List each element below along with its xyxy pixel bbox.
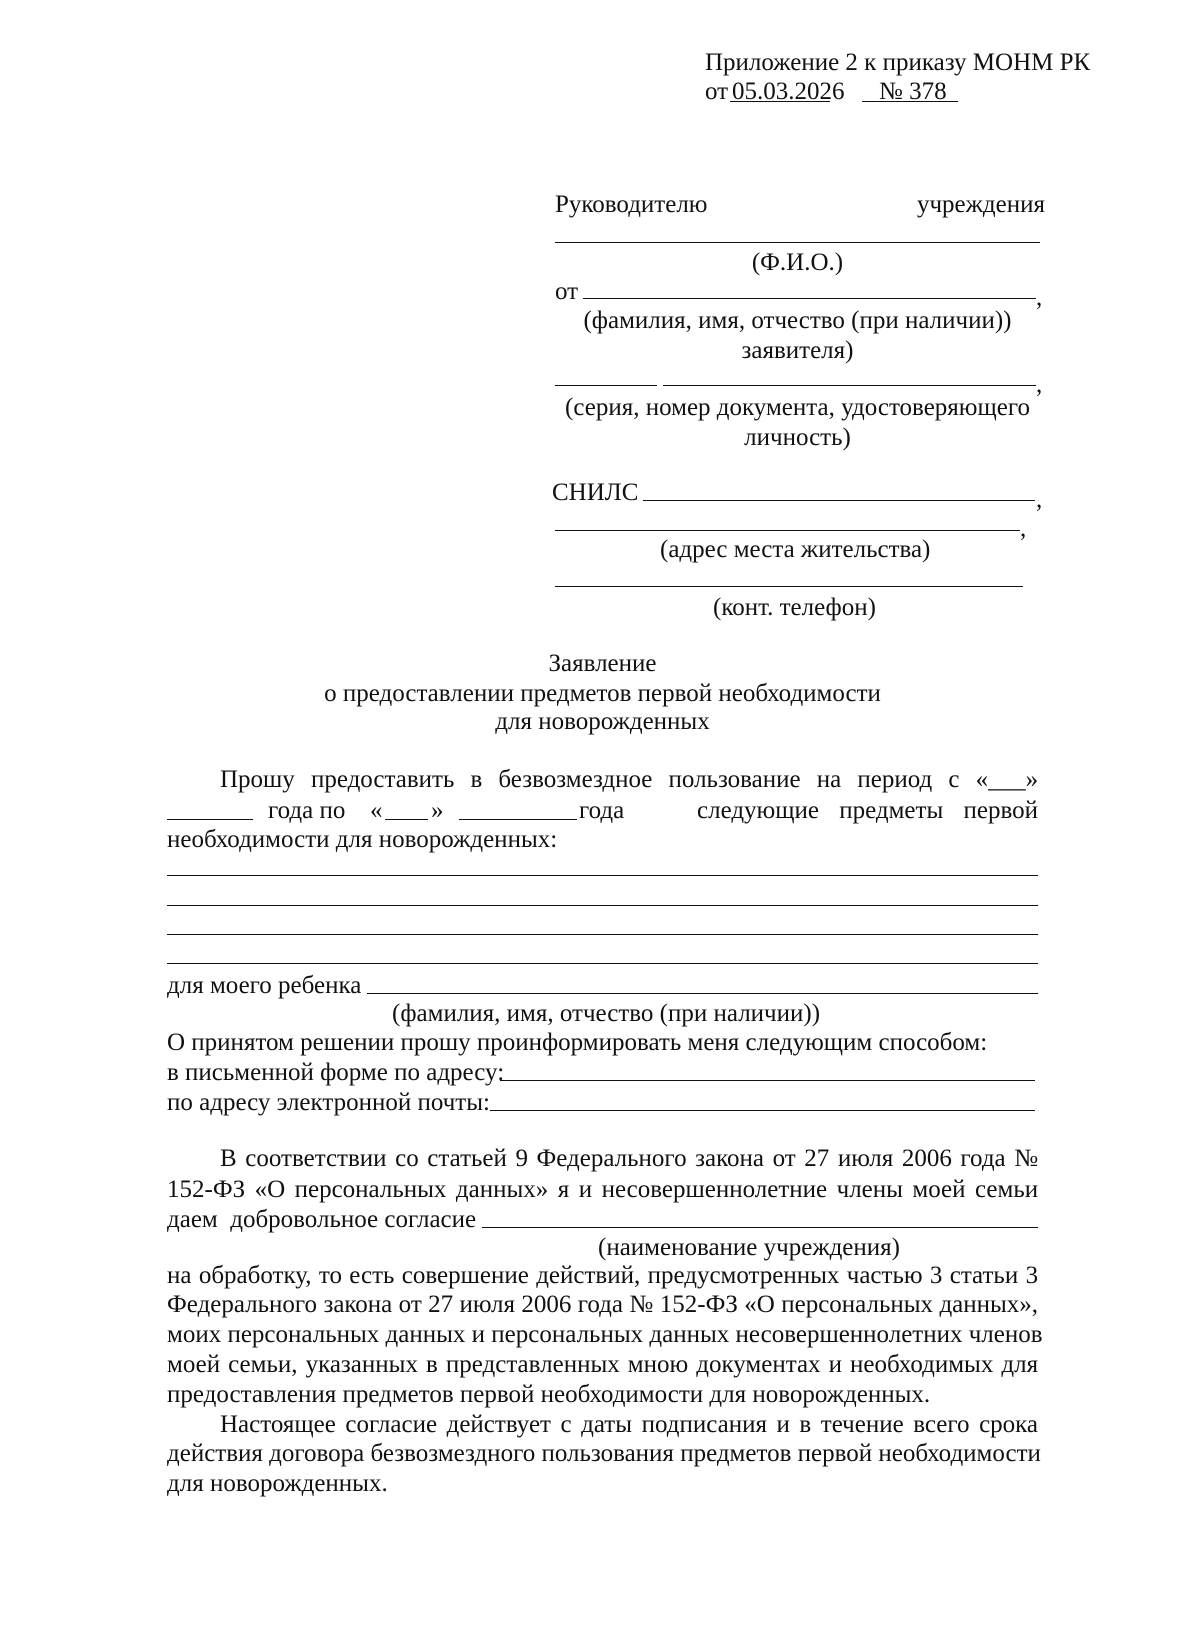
consent-line-2 bbox=[167, 1177, 1038, 1202]
word: действий, bbox=[536, 1262, 641, 1289]
document-title: Заявление bbox=[548, 650, 657, 677]
word: 152-ФЗ bbox=[167, 1176, 246, 1203]
written-form-label: в письменной форме по адресу: bbox=[167, 1059, 505, 1086]
start-year-field[interactable] bbox=[167, 819, 253, 820]
order-date: 05.03.2026 bbox=[732, 78, 845, 105]
following-items-label bbox=[697, 798, 1038, 823]
word: моих bbox=[167, 1321, 222, 1348]
id-series-field[interactable] bbox=[555, 385, 657, 386]
consent-paragraph-line-2 bbox=[167, 1292, 1038, 1317]
word: и bbox=[578, 1176, 593, 1203]
word: первой bbox=[963, 797, 1039, 824]
request-line-1 bbox=[220, 767, 1038, 792]
word: со bbox=[395, 1145, 419, 1172]
word: закона bbox=[323, 1291, 393, 1318]
document-subtitle-2: для новорожденных bbox=[495, 708, 710, 735]
word: членов bbox=[968, 1321, 1043, 1348]
word: данных bbox=[649, 1321, 730, 1348]
word: В bbox=[220, 1145, 237, 1172]
phone-field[interactable] bbox=[555, 586, 1023, 587]
word: следующие bbox=[697, 797, 819, 824]
word: 152-ФЗ bbox=[659, 1291, 738, 1318]
word: июля bbox=[837, 1145, 894, 1172]
head-name-field[interactable] bbox=[555, 242, 1040, 243]
word: действия bbox=[167, 1440, 263, 1467]
word: документах bbox=[696, 1351, 821, 1378]
word: обработку, bbox=[198, 1262, 312, 1289]
comma: , bbox=[1036, 486, 1043, 513]
word: Федерального bbox=[167, 1291, 318, 1318]
word: мною bbox=[627, 1351, 689, 1378]
end-day-field[interactable] bbox=[385, 819, 428, 820]
word: течение bbox=[820, 1411, 904, 1438]
institution-name-field[interactable] bbox=[482, 1227, 1038, 1228]
word: «___» bbox=[975, 766, 1039, 793]
consent-line-1 bbox=[220, 1146, 1038, 1171]
written-address-field[interactable] bbox=[500, 1080, 1035, 1081]
word: Прошу bbox=[220, 766, 295, 793]
comma: , bbox=[1036, 371, 1043, 398]
word: в bbox=[470, 766, 483, 793]
end-month-field[interactable] bbox=[459, 819, 577, 820]
word: Федерального bbox=[536, 1145, 687, 1172]
word: с bbox=[560, 1411, 572, 1438]
comma: , bbox=[1036, 284, 1043, 311]
word: договора bbox=[269, 1440, 365, 1467]
word: представленных bbox=[445, 1351, 620, 1378]
word: и bbox=[828, 1351, 842, 1378]
applicant-caption: (фамилия, имя, отчество (при наличии)) bbox=[583, 307, 1012, 334]
id-document-caption-2: личность) bbox=[744, 424, 851, 451]
address-field[interactable] bbox=[555, 530, 1020, 531]
word: закона bbox=[695, 1145, 764, 1172]
child-label: для моего ребенка bbox=[167, 972, 362, 999]
from-label: от bbox=[555, 278, 579, 305]
word: на bbox=[816, 766, 842, 793]
document-subtitle: о предоставлении предметов первой необходимости bbox=[324, 680, 881, 707]
word: всего bbox=[913, 1411, 970, 1438]
word: предусмотренных bbox=[647, 1262, 840, 1289]
word: согласие bbox=[345, 1411, 438, 1438]
word: 2006 bbox=[521, 1291, 572, 1318]
applicant-name-field[interactable] bbox=[583, 298, 1036, 299]
consent-line-3: даем добровольное согласие bbox=[167, 1206, 477, 1233]
word: я bbox=[557, 1176, 570, 1203]
word: действует bbox=[446, 1411, 551, 1438]
word: года bbox=[960, 1145, 1006, 1172]
consent-paragraph-line-5: предоставления предметов первой необходимости для новорожденных. bbox=[167, 1381, 931, 1408]
comma: , bbox=[1020, 515, 1027, 542]
word: 3 bbox=[1025, 1262, 1039, 1289]
year-label: года bbox=[579, 797, 625, 824]
address-caption: (адрес места жительства) bbox=[660, 536, 931, 563]
word: персональных bbox=[294, 1176, 447, 1203]
inform-method-text: О принятом решении прошу проинформировать меня следующим способом: bbox=[167, 1029, 988, 1056]
word: предоставить bbox=[310, 766, 455, 793]
validity-line-3: для новорожденных. bbox=[167, 1470, 388, 1497]
order-number: № 378 bbox=[879, 78, 947, 105]
addressee-head-right: учреждения bbox=[916, 191, 1045, 218]
word: необходимости bbox=[878, 1440, 1041, 1467]
word: предметы bbox=[839, 797, 944, 824]
word: данных», bbox=[939, 1291, 1039, 1318]
word: с bbox=[948, 766, 960, 793]
word: несовершеннолетних bbox=[735, 1321, 963, 1348]
word: подписания bbox=[641, 1411, 767, 1438]
word: первой bbox=[797, 1440, 873, 1467]
word: «О bbox=[744, 1291, 775, 1318]
word: 3 bbox=[929, 1262, 943, 1289]
fio-caption: (Ф.И.О.) bbox=[751, 249, 844, 276]
word: есть bbox=[349, 1262, 395, 1289]
word: 2006 bbox=[901, 1145, 952, 1172]
validity-line-1 bbox=[220, 1412, 1038, 1437]
word: данных» bbox=[455, 1176, 549, 1203]
word: безвозмездного bbox=[370, 1440, 536, 1467]
items-line-3[interactable] bbox=[167, 934, 1038, 935]
email-field[interactable] bbox=[490, 1110, 1035, 1111]
email-label: по адресу электронной почты: bbox=[167, 1089, 490, 1116]
word: от bbox=[772, 1145, 796, 1172]
word: семьи, bbox=[228, 1351, 298, 1378]
word: июля bbox=[459, 1291, 515, 1318]
word: № bbox=[1014, 1145, 1039, 1172]
items-line-4[interactable] bbox=[167, 963, 1038, 964]
word: безвозмездное bbox=[498, 766, 653, 793]
word: 27 bbox=[428, 1291, 454, 1318]
word: семьи bbox=[975, 1176, 1039, 1203]
word: необходимых bbox=[850, 1351, 994, 1378]
validity-line-2 bbox=[167, 1440, 1041, 1467]
word: соответствии bbox=[245, 1145, 387, 1172]
id-document-caption: (серия, номер документа, удостоверяющего bbox=[565, 394, 1030, 421]
items-line-1[interactable] bbox=[167, 875, 1038, 876]
word: срока bbox=[979, 1411, 1039, 1438]
institution-caption: (наименование учреждения) bbox=[598, 1234, 900, 1261]
word: то bbox=[318, 1262, 342, 1289]
word: года bbox=[577, 1291, 623, 1318]
child-name-field[interactable] bbox=[367, 993, 1038, 994]
word: 9 bbox=[515, 1145, 528, 1172]
word: в bbox=[799, 1411, 812, 1438]
year-by-label: года по bbox=[268, 797, 346, 824]
word: 27 bbox=[804, 1145, 830, 1172]
word: от bbox=[398, 1291, 422, 1318]
word: Настоящее bbox=[220, 1411, 336, 1438]
word: моей bbox=[167, 1351, 221, 1378]
word: пользования bbox=[541, 1440, 674, 1467]
order-date-prefix: от bbox=[705, 78, 729, 105]
consent-paragraph-line-3 bbox=[167, 1321, 1043, 1348]
word: члены bbox=[836, 1176, 903, 1203]
snils-label: СНИЛС bbox=[552, 479, 639, 506]
applicant-caption-2: заявителя) bbox=[741, 337, 854, 364]
word: указанных bbox=[305, 1351, 418, 1378]
word: персональных bbox=[227, 1321, 380, 1348]
appendix-reference: Приложение 2 к приказу МОНМ РК bbox=[705, 49, 1091, 76]
word: пользование bbox=[668, 766, 801, 793]
word: «О bbox=[254, 1176, 286, 1203]
id-number-field[interactable] bbox=[663, 385, 1036, 386]
addressee-head-left: Руководителю bbox=[555, 191, 708, 218]
word: данных bbox=[385, 1321, 466, 1348]
word: частью bbox=[846, 1262, 923, 1289]
snils-field[interactable] bbox=[643, 500, 1035, 501]
phone-caption: (конт. телефон) bbox=[713, 594, 876, 621]
word: статьей bbox=[427, 1145, 507, 1172]
word: персональных bbox=[491, 1321, 644, 1348]
consent-paragraph-line-4 bbox=[167, 1352, 1038, 1377]
word: и bbox=[471, 1321, 486, 1348]
order-number-underline bbox=[862, 101, 958, 102]
word: статьи bbox=[949, 1262, 1019, 1289]
child-name-caption: (фамилия, имя, отчество (при наличии)) bbox=[392, 1000, 821, 1027]
items-line-2[interactable] bbox=[167, 905, 1038, 906]
word: несовершеннолетние bbox=[601, 1176, 828, 1203]
word: в bbox=[426, 1351, 438, 1378]
word: совершение bbox=[401, 1262, 529, 1289]
request-line-3: необходимости для новорожденных: bbox=[167, 826, 558, 853]
word: для bbox=[1001, 1351, 1039, 1378]
word: период bbox=[857, 766, 933, 793]
word: № bbox=[629, 1291, 654, 1318]
word: персональных bbox=[781, 1291, 934, 1318]
word: даты bbox=[581, 1411, 633, 1438]
consent-paragraph-line-1 bbox=[167, 1263, 1038, 1288]
word: и bbox=[776, 1411, 790, 1438]
word: моей bbox=[912, 1176, 966, 1203]
word: на bbox=[167, 1262, 192, 1289]
order-date-underline bbox=[730, 101, 830, 102]
word: предметов bbox=[680, 1440, 792, 1467]
quote-open: « bbox=[370, 797, 383, 824]
quote-close: » bbox=[431, 797, 444, 824]
